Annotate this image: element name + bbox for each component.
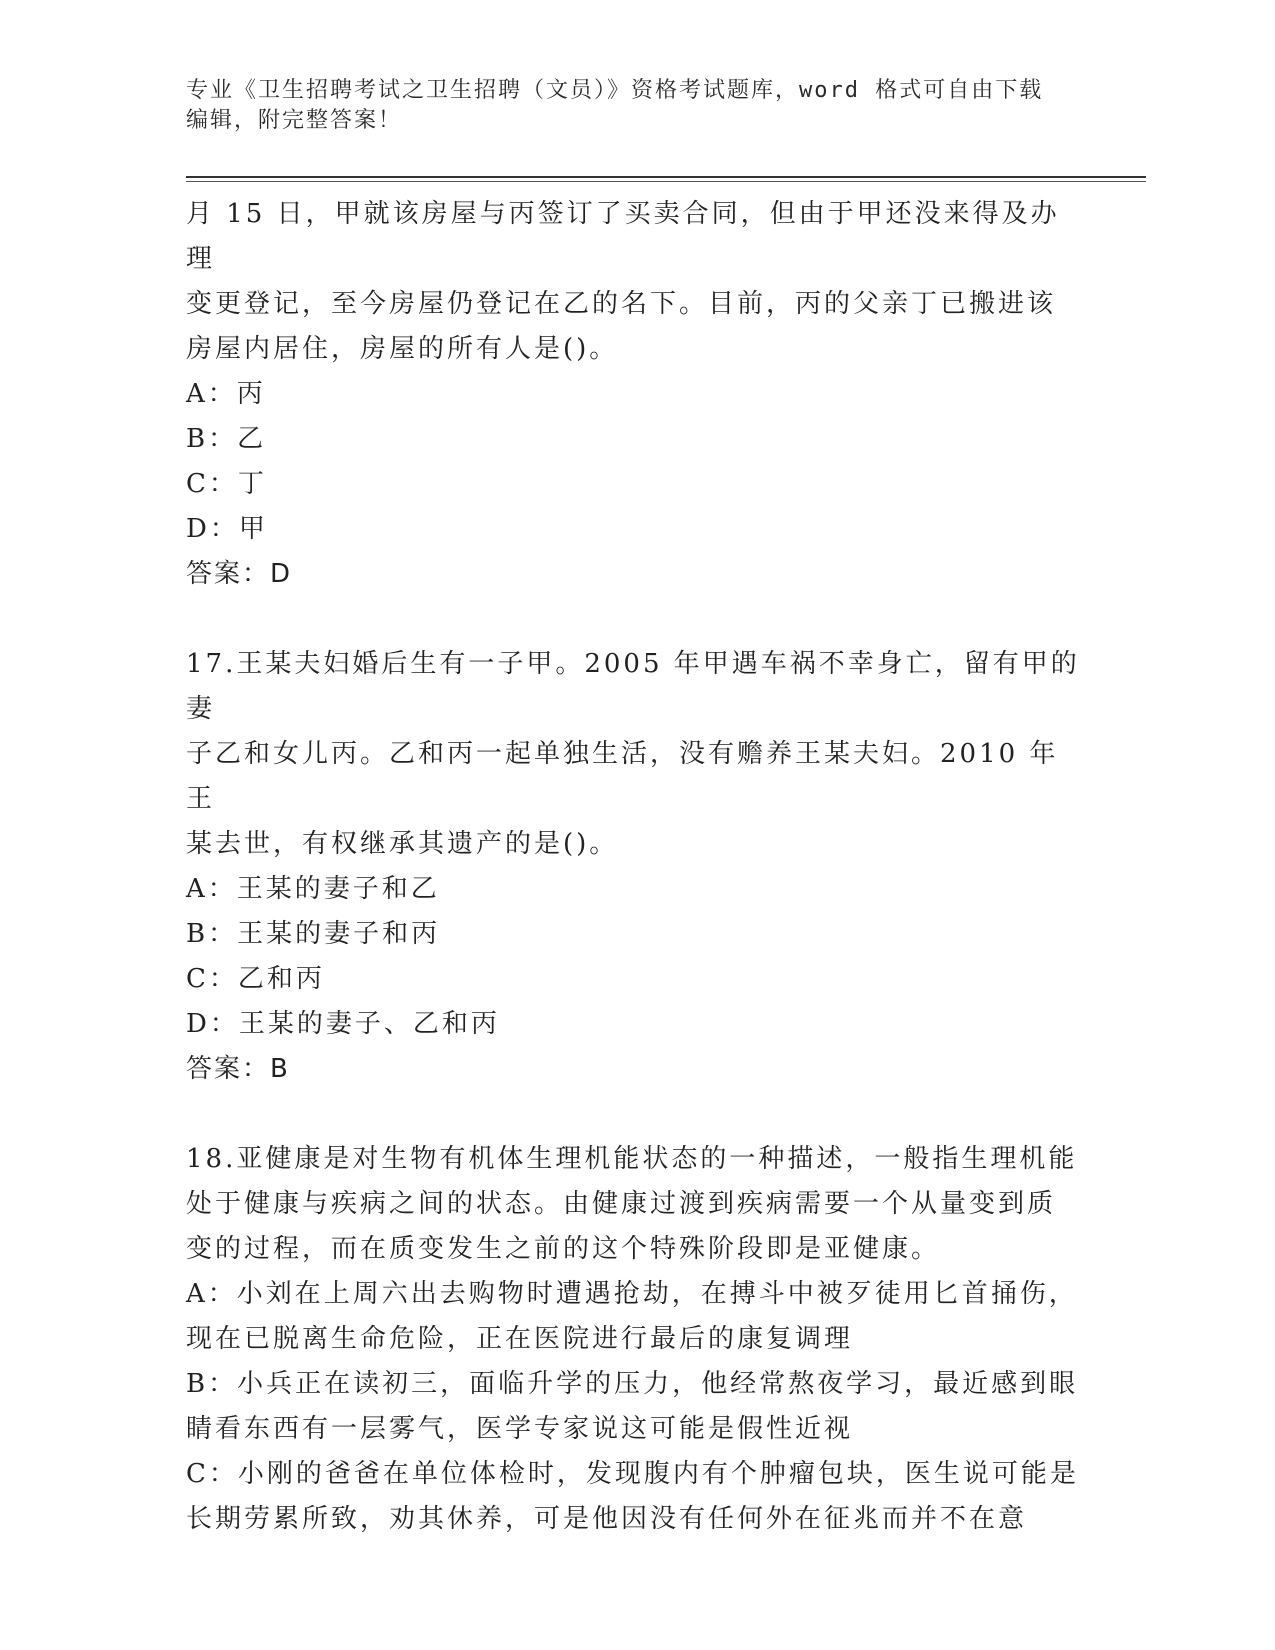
- question-17-option-a: A：王某的妻子和乙: [186, 874, 440, 904]
- question-18-option-c-line: 长期劳累所致，劝其休养，可是他因没有任何外在征兆而并不在意: [186, 1504, 1028, 1534]
- question-18-option-b-line: B：小兵正在读初三，面临升学的压力，他经常熬夜学习，最近感到眼: [186, 1369, 1079, 1399]
- spacer: [186, 597, 1086, 642]
- question-17-option-b: B：王某的妻子和丙: [186, 919, 441, 949]
- question-16-option-b: B：乙: [186, 424, 267, 454]
- question-16-answer: 答案：D: [186, 559, 293, 589]
- question-16: [186, 192, 1086, 597]
- question-18-option-b-line: 睛看东西有一层雾气，医学专家说这可能是假性近视: [186, 1414, 854, 1444]
- header-divider-thin: [186, 181, 1146, 182]
- question-18-stem-line: 处于健康与疾病之间的状态。由健康过渡到疾病需要一个从量变到质: [186, 1189, 1057, 1219]
- question-17-option-c: C：乙和丙: [186, 964, 325, 994]
- question-18-stem-line: 18.亚健康是对生物有机体生理机能状态的一种描述，一般指生理机能: [186, 1144, 1078, 1174]
- header-divider-thick: [186, 176, 1146, 178]
- question-18: [186, 1137, 1086, 1542]
- spacer: [186, 1092, 1086, 1137]
- question-17-option-d: D：王某的妻子、乙和丙: [186, 1009, 500, 1039]
- question-17-answer: 答案：B: [186, 1054, 290, 1084]
- question-17-stem-line: 17.王某夫妇婚后生有一子甲。2005 年甲遇车祸不幸身亡，留有甲的妻: [186, 649, 1080, 724]
- header-line-1: 专业《卫生招聘考试之卫生招聘（文员）》资格考试题库，word 格式可自由下载: [186, 78, 1044, 103]
- question-16-stem-line: 月 15 日，甲就该房屋与丙签订了买卖合同，但由于甲还没来得及办理: [186, 199, 1060, 274]
- question-17: [186, 642, 1086, 1092]
- question-17-stem-line: 某去世，有权继承其遗产的是()。: [186, 829, 619, 859]
- question-content: [186, 192, 1086, 1542]
- question-16-option-d: D：甲: [186, 514, 268, 544]
- question-18-option-a-line: 现在已脱离生命危险，正在医院进行最后的康复调理: [186, 1324, 854, 1354]
- page-header: [186, 76, 1086, 136]
- question-18-option-c-line: C：小刚的爸爸在单位体检时，发现腹内有个肿瘤包块，医生说可能是: [186, 1459, 1079, 1489]
- question-16-option-c: C：丁: [186, 469, 267, 499]
- question-18-stem-line: 变的过程，而在质变发生之前的这个特殊阶段即是亚健康。: [186, 1234, 941, 1264]
- question-18-option-a-line: A：小刘在上周六出去购物时遭遇抢劫，在搏斗中被歹徒用匕首捅伤，: [186, 1279, 1078, 1309]
- question-16-stem-line: 房屋内居住，房屋的所有人是()。: [186, 334, 619, 364]
- question-16-option-a: A：丙: [186, 379, 266, 409]
- question-17-stem-line: 子乙和女儿丙。乙和丙一起单独生活，没有赡养王某夫妇。2010 年王: [186, 739, 1059, 814]
- header-line-2: 编辑，附完整答案！: [186, 108, 403, 133]
- question-16-stem-line: 变更登记，至今房屋仍登记在乙的名下。目前，丙的父亲丁已搬进该: [186, 289, 1057, 319]
